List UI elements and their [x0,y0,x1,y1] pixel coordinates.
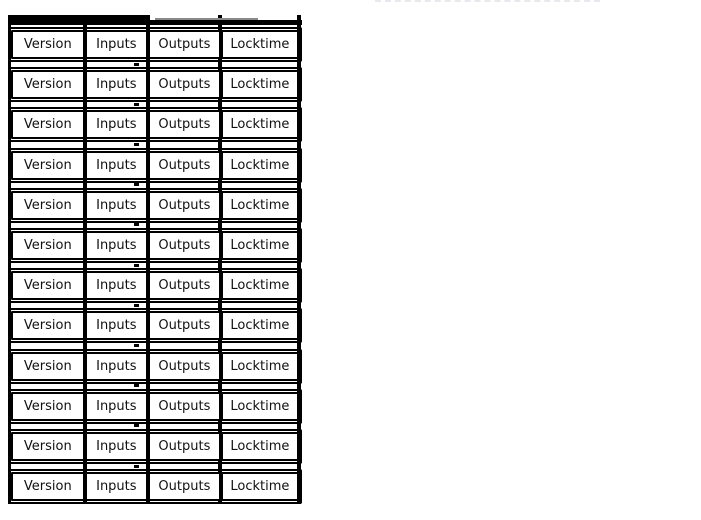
inputs-cell [85,151,148,180]
locktime-cell [221,151,299,180]
inputs-label: Inputs [96,278,137,294]
version-label: Version [23,77,72,93]
version-label: Version [23,358,72,374]
inputs-label: Inputs [96,237,137,253]
inputs-cell [85,311,148,340]
version-cell [11,311,85,340]
locktime-label: Locktime [230,77,290,93]
transaction-row [8,67,302,102]
connector-mark [134,223,139,226]
outputs-label: Outputs [158,278,211,294]
inputs-label: Inputs [96,398,137,414]
inputs-label: Inputs [96,358,137,374]
cropped-row-gray-segment [155,18,258,20]
outputs-label: Outputs [158,197,211,213]
locktime-cell [221,271,299,300]
inputs-label: Inputs [96,318,137,334]
transaction-row [8,469,302,504]
version-label: Version [23,157,72,173]
locktime-label: Locktime [230,157,290,173]
inputs-cell [85,271,148,300]
inputs-label: Inputs [96,117,137,133]
outputs-cell [148,271,221,300]
locktime-label: Locktime [230,398,290,414]
inputs-cell [85,191,148,220]
version-label: Version [23,278,72,294]
outputs-cell [148,432,221,461]
cropped-row-bar-left [8,15,146,25]
inputs-cell [85,472,148,501]
locktime-cell [221,352,299,381]
inputs-label: Inputs [96,77,137,93]
locktime-label: Locktime [230,197,290,213]
locktime-cell [221,231,299,260]
transaction-row [8,349,302,384]
transaction-stack [8,15,302,507]
outputs-label: Outputs [158,117,211,133]
locktime-cell [221,472,299,501]
outputs-label: Outputs [158,37,211,52]
outputs-cell [148,392,221,421]
outputs-cell [148,231,221,260]
inputs-label: Inputs [96,197,137,213]
transaction-row [8,389,302,424]
locktime-cell [221,110,299,139]
version-label: Version [23,37,72,52]
locktime-label: Locktime [230,318,290,334]
locktime-label: Locktime [230,278,290,294]
inputs-cell [85,70,148,99]
inputs-cell [85,392,148,421]
locktime-label: Locktime [230,438,290,454]
transaction-row [8,268,302,303]
cropped-row-bar-right [146,20,302,25]
version-cell [11,70,85,99]
outputs-cell [148,311,221,340]
outputs-cell [148,151,221,180]
connector-mark [134,103,139,106]
connector-mark [134,63,139,66]
inputs-cell [85,231,148,260]
version-cell [11,110,85,139]
connector-mark [134,264,139,267]
transaction-row [8,308,302,343]
version-cell [11,392,85,421]
locktime-cell [221,70,299,99]
inputs-label: Inputs [96,438,137,454]
version-cell [11,191,85,220]
connector-mark [134,143,139,146]
locktime-cell [221,311,299,340]
inputs-cell [85,30,148,59]
connector-mark [134,183,139,186]
transaction-row [8,429,302,464]
version-label: Version [23,197,72,213]
outputs-label: Outputs [158,438,211,454]
outputs-cell [148,70,221,99]
transaction-row [8,148,302,183]
outputs-cell [148,110,221,139]
version-cell [11,151,85,180]
outputs-label: Outputs [158,358,211,374]
version-label: Version [23,117,72,133]
outputs-label: Outputs [158,77,211,93]
connector-mark [134,424,139,427]
version-cell [11,352,85,381]
inputs-label: Inputs [96,157,137,173]
transaction-row [8,107,302,142]
version-label: Version [23,438,72,454]
outputs-label: Outputs [158,157,211,173]
inputs-cell [85,352,148,381]
outputs-cell [148,30,221,59]
locktime-cell [221,191,299,220]
locktime-label: Locktime [230,358,290,374]
outputs-label: Outputs [158,237,211,253]
locktime-cell [221,392,299,421]
locktime-label: Locktime [230,479,290,495]
version-label: Version [23,479,72,495]
cropped-dashed-box-border [375,0,600,2]
rows-host [8,27,302,509]
version-label: Version [23,318,72,334]
outputs-label: Outputs [158,479,211,495]
version-label: Version [23,237,72,253]
version-label: Version [23,398,72,414]
version-cell [11,231,85,260]
outputs-label: Outputs [158,398,211,414]
connector-mark [134,384,139,387]
version-cell [11,30,85,59]
connector-mark [134,344,139,347]
outputs-label: Outputs [158,318,211,334]
transaction-row [8,27,302,62]
version-cell [11,271,85,300]
inputs-label: Inputs [96,37,137,52]
outputs-cell [148,472,221,501]
inputs-cell [85,432,148,461]
transaction-row [8,228,302,263]
inputs-cell [85,110,148,139]
outputs-cell [148,191,221,220]
locktime-label: Locktime [230,237,290,253]
locktime-label: Locktime [230,117,290,133]
connector-mark [134,465,139,468]
locktime-cell [221,30,299,59]
version-cell [11,432,85,461]
outputs-cell [148,352,221,381]
locktime-label: Locktime [230,37,290,52]
connector-mark [134,304,139,307]
locktime-cell [221,432,299,461]
inputs-label: Inputs [96,479,137,495]
transaction-row [8,188,302,223]
version-cell [11,472,85,501]
